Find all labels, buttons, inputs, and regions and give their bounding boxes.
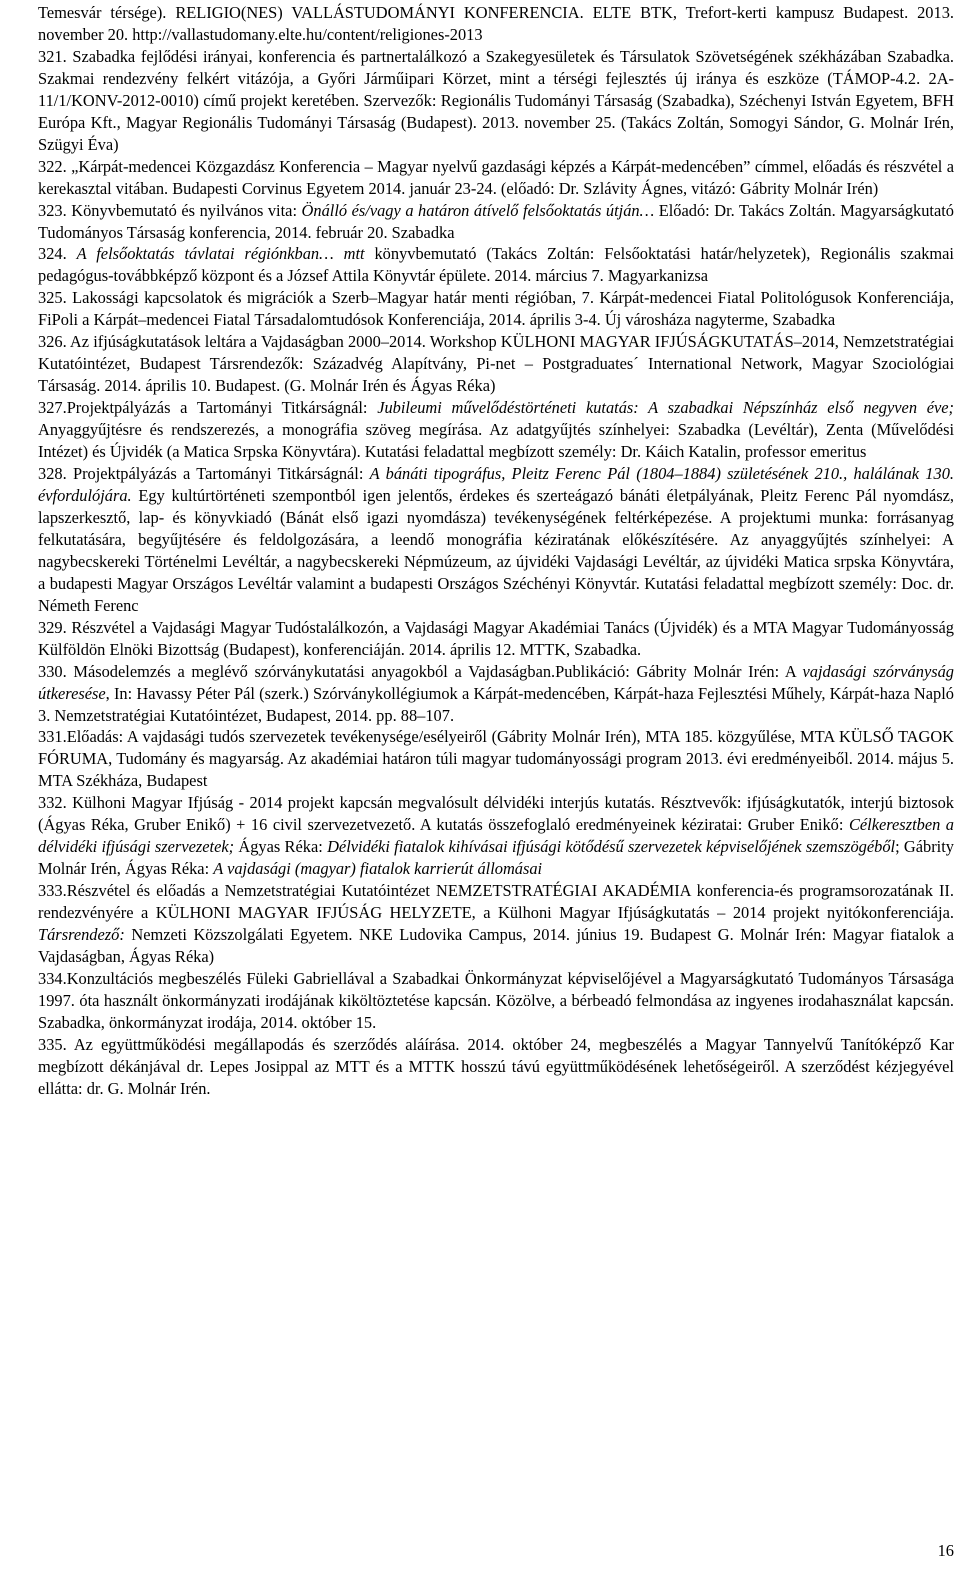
item-text: Részvétel és előadás a Nemzetstratégiai Kutatóintézet NEMZETSTRATÉGIAI AKADÉMIA konferencia-és programsorozatának II. rendezvényére a KÜLHONI MAGYAR IFJÚSÁG HELYZETE, a Külhoni Magyar Ifjúságkutatás – 2014 projekt nyitókonferenciája.: [38, 881, 954, 923]
italic-text: Jubileumi művelődéstörténeti kutatás: A szabadkai Népszínház első negyven éve;: [377, 398, 955, 418]
list-item: [38, 968, 954, 1034]
item-number: 334.: [38, 968, 67, 988]
list-item: [38, 726, 954, 792]
list-item: [38, 661, 954, 727]
item-text: Részvétel a Vajdasági Magyar Tudóstalálkozón, a Vajdasági Magyar Akadémiai Tanács (Újvidék) és a MTA Magyar Tudományosság Külföldön Elnöki Bizottság (Budapest), konferenciáján. 2014. április 12. MTTK, Szabadka.: [38, 617, 954, 659]
item-text: Konzultációs megbeszélés Füleki Gabriellával a Szabadkai Önkormányzat képviselőjével a Magyarságkutató Tudományos Társasága 1997. óta használt önkormányzati irodájának kiköltöztetése kapcsán. Közölve, a bérbeadó felmondása az ingyenes irodahasználat kapcsán. Szabadka, önkormányzat irodája, 2014. október 15.: [38, 968, 954, 1032]
item-text: Ágyas Réka:: [234, 837, 328, 857]
italic-text: Önálló és/vagy a határon átívelő felsőoktatás útján…: [301, 200, 655, 220]
list-item: [38, 1034, 954, 1100]
item-number: 324.: [38, 244, 67, 264]
list-item: [38, 243, 954, 287]
list-item: [38, 200, 954, 244]
list-item: [38, 156, 954, 200]
item-text: Külhoni Magyar Ifjúság - 2014 projekt kapcsán megvalósult délvidéki interjús kutatás. Résztvevők: ifjúságkutatók, interjú biztosok (Ágyas Réka, Gruber Enikő) + 16 civil szervezetvezető. A kutatás összefoglaló eredményeinek kéziratai: Gruber Enikő:: [38, 793, 954, 835]
item-text: Nemzeti Közszolgálati Egyetem. NKE Ludovika Campus, 2014. június 19. Budapest G. Molnár Irén: Magyar fiatalok a Vajdaságban, Ágyas Réka): [38, 925, 954, 966]
italic-text: vajdasági szórványság útkeresése: [38, 661, 954, 703]
item-number: 327.: [38, 398, 67, 418]
italic-text: Célkeresztben a délvidéki ifjúsági szervezetek;: [38, 815, 954, 857]
item-text: Anyaggyűjtésre és rendszerezés, a monográfia szöveg megírása. Az adatgyűjtés színhelyei: Szabadka (Levéltár), Zenta (Művelődési Intézet) és Újvidék (a Matica Srpska Könyvtára). Kutatási feladattal megbízott személy: Dr. Káich Katalin, professor emeritus: [38, 420, 954, 462]
item-text: Egy kultúrtörténeti szempontból igen jelentős, érdekes és szerteágazó bánáti életpályának, Pleitz Ferenc Pál nyomdász, lapszerkesztő, lap- és könyvkiadó (Bánát első igazi nyomdásza) tevékenységének feltérképezése. A projektumi munka: forrásanyag felkutatására, begyűjtésére és feldolgozására, a leendő monográfia kéziratának előkészítésére. Az anyaggyűjtés színhelyei: A nagybecskereki Történelmi Levéltár, a nagybecskereki Népmúzeum, az újvidéki Vajdasági Levéltár, az újvidéki Matica srpska Könyvtára, a budapesti Magyar Országos Levéltár valamint a budapesti Országos Széchényi Könyvtár. Kutatási feladattal megbízott személy: Doc. dr. Németh Ferenc: [38, 485, 954, 615]
page-number: 16: [937, 1541, 954, 1560]
list-item: [38, 46, 954, 156]
italic-text: A felsőoktatás távlatai régiónkban… mtt: [76, 244, 365, 264]
item-text: Lakossági kapcsolatok és migrációk a Szerb–Magyar határ menti régióban, 7. Kárpát-medencei Fiatal Politológusok Konferenciája, FiPoli a Kárpát–medencei Fiatal Társadalomtudósok Konferenciája, 2014. április 3-4. Új városháza nagyterme, Szabadka: [38, 288, 954, 330]
italic-text: Társrendező:: [38, 925, 125, 945]
list-item: [38, 617, 954, 661]
item-text: Másodelemzés a meglévő szórványkutatási anyagokból a Vajdaságban.Publikáció: Gábrity Molnár Irén: A: [66, 661, 803, 681]
item-text: Projektpályázás a Tartományi Titkárságnál:: [66, 464, 370, 484]
item-text: Előadás: A vajdasági tudós szervezetek tevékenysége/esélyeiről (Gábrity Molnár Irén), MTA 185. közgyűlése, MTA KÜLSŐ TAGOK FÓRUMA, Tudomány és magyarság. Az akadémiai határon túli magyar tudományossági program 2013. évi eredményeiből. 2014. május 5. MTA Székháza, Budapest: [38, 727, 954, 791]
list-item: [38, 287, 954, 331]
list-item: [38, 792, 954, 880]
item-text: , In: Havassy Péter Pál (szerk.) Szórványkollégiumok a Kárpát-medencében, Kárpát-haza Fejlesztési Műhely, Kárpát-haza Napló 3. Nemzetstratégiai Kutatóintézet, Budapest, 2014. pp. 88–107.: [38, 683, 954, 725]
list-item: [38, 331, 954, 397]
item-number: 329.: [38, 617, 67, 637]
item-number: 332.: [38, 793, 67, 813]
italic-text: A vajdasági (magyar) fiatalok karrierút állomásai: [213, 859, 543, 879]
intro-paragraph: Temesvár térsége). RELIGIO(NES) VALLÁSTUDOMÁNYI KONFERENCIA. ELTE BTK, Trefort-kerti kampusz Budapest. 2013. november 20. http://vallastudomany.elte.hu/content/religiones-2013: [38, 3, 954, 44]
list-item: [38, 880, 954, 968]
item-text: ; Gábrity Molnár Irén, Ágyas Réka:: [38, 837, 954, 879]
item-number: 330.: [38, 661, 67, 681]
item-number: 328.: [38, 464, 67, 484]
item-text: Könyvbemutató és nyilvános vita:: [66, 200, 302, 220]
item-number: 322.: [38, 156, 67, 176]
item-text: „Kárpát-medencei Közgazdász Konferencia – Magyar nyelvű gazdasági képzés a Kárpát-medencében” címmel, előadás és részvétel a kerekasztal vitában. Budapesti Corvinus Egyetem 2014. január 23-24. (előadó: Dr. Szlávity Ágnes, vitázó: Gábrity Molnár Irén): [38, 156, 954, 198]
item-number: 323.: [38, 200, 67, 220]
item-number: 333.: [38, 881, 67, 901]
italic-text: Délvidéki fiatalok kihívásai ifjúsági kötődésű szervezetek képviselőjének szemszögéből: [327, 837, 896, 857]
item-text: könyvbemutató (Takács Zoltán: Felsőoktatási határ/helyzetek), Regionális szakmai pedagógus-továbbképző központ és a József Attila Könyvtár épülete. 2014. március 7. Magyarkanizsa: [38, 244, 954, 286]
item-number: 325.: [38, 288, 67, 308]
item-number: 326.: [38, 332, 67, 352]
item-list: [38, 46, 954, 1100]
italic-text: A bánáti tipográfus, Pleitz Ferenc Pál (1804–1884) születésének 210., halálának 130. évfordulójára.: [38, 464, 954, 505]
item-text: Szabadka fejlődési irányai, konferencia és partnertalálkozó a Szakegyesületek és Társulatok Szövetségének székházában Szabadka. Szakmai rendezvény felkért vitázója, a Győri Járműipari Körzet, mint a térségi fejlesztés új iránya és eszköze (TÁMOP-4.2. 2A-11/1/KONV-2012-0010) című projekt keretében. Szervezők: Regionális Tudományi Társaság (Szabadka), Széchenyi István Egyetem, BFH Európa Kft., Magyar Regionális Tudományi Társaság (Budapest). 2013. november 25. (Takács Zoltán, Somogyi Sándor, G. Molnár Irén, Szügyi Éva): [38, 46, 954, 154]
item-number: 331.: [38, 727, 67, 747]
item-text: Az ifjúságkutatások leltára a Vajdaságban 2000–2014. Workshop KÜLHONI MAGYAR IFJÚSÁGKUTATÁS–2014, Nemzetstratégiai Kutatóintézet, Budapest Társrendezők: Századvég Alapítvány, Pi-net – Postgraduates´ International Network, Magyar Szociológiai Társaság. 2014. április 10. Budapest. (G. Molnár Irén és Ágyas Réka): [38, 332, 954, 396]
item-text: [67, 244, 77, 263]
list-item: [38, 397, 954, 463]
item-text: Előadó: Dr. Takács Zoltán. Magyarságkutató Tudományos Társaság konferencia, 2014. február 20. Szabadka: [38, 200, 955, 242]
item-text: Az együttműködési megállapodás és szerződés aláírása. 2014. október 24, megbeszélés a Magyar Tannyelvű Tanítóképző Kar megbízott dékánjával dr. Lepes Josippal az MTT és a MTTK hosszú távú együttműködésének lehetőségeiről. A szerződést kézjegyével ellátta: dr. G. Molnár Irén.: [38, 1034, 954, 1098]
item-number: 335.: [38, 1034, 67, 1054]
list-item: [38, 463, 954, 617]
item-number: 321.: [38, 46, 67, 66]
item-text: Projektpályázás a Tartományi Titkárságnál:: [66, 398, 378, 418]
